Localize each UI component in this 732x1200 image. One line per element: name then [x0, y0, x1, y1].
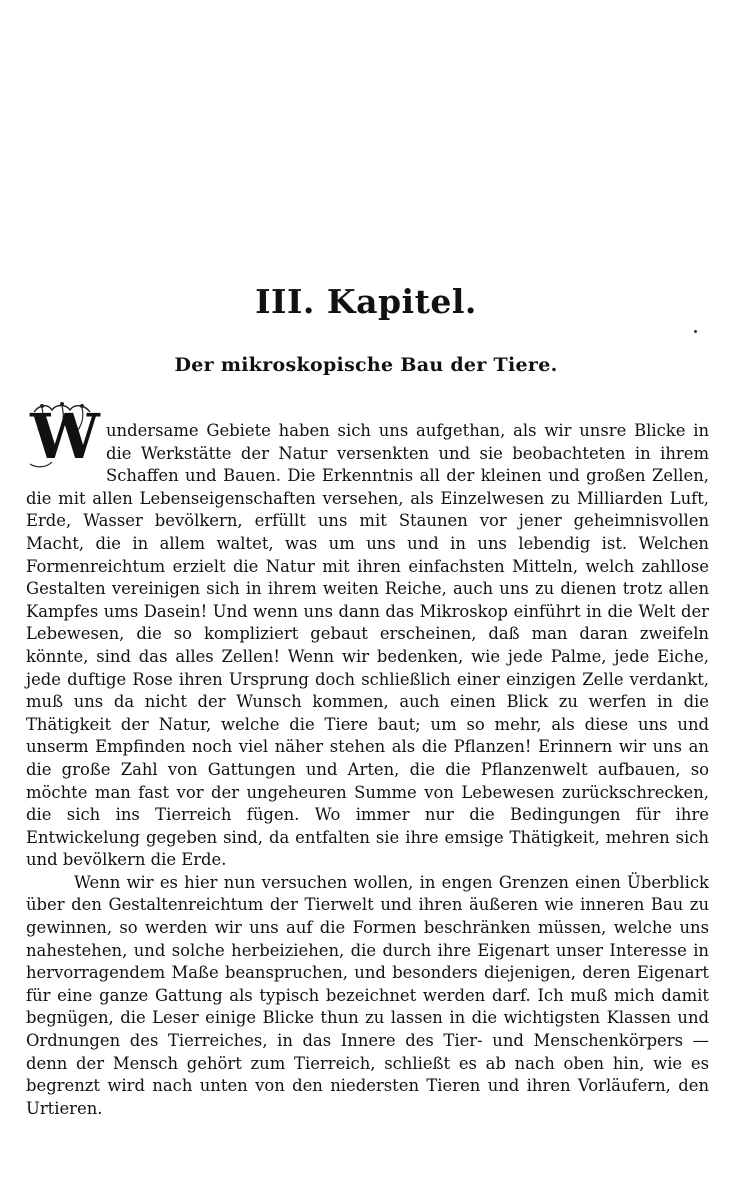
body-text — [26, 400, 709, 1120]
paragraph: Wenn wir es hier nun versuchen wollen, in engen Grenzen einen Überblick über den Gestaltenreichtum der Tierwelt und ihren äußeren wie inneren Bau zu gewinnen, so werden wir uns auf die Formen beschränken müssen, welche uns nahestehen, und solche herbeiziehen, die durch ihre Eigenart unser Interesse in hervorragendem Maße beanspruchen, und besonders diejenigen, deren Eigenart für eine ganze Gattung als typisch bezeichnet werden darf. Ich muß mich damit begnügen, die Leser einige Blicke thun zu lassen in die wichtigsten Klassen und Ordnungen des Tierreiches, in das Innere des Tier- und Menschenkörpers — denn der Mensch gehört zum Tierreich, schließt es ab nach oben hin, wie es begrenzt wird nach unten von den niedersten Tieren und ihren Vorläufern, den Urtieren. — [26, 872, 709, 1118]
paragraph-text: undersame Gebiete haben sich uns aufgethan, als wir unsre Blicke in die Werkstätte der Natur versenkten und sie beobachteten in ihrem Schaffen und Bauen. Die Erkenntnis all der kleinen und großen Zellen, die mit allen Lebenseigenschaften versehen, als Einzelwesen zu Milliarden Luft, Erde, Wasser bevölkern, erfüllt uns mit Staunen vor jener geheimnisvollen Macht, die in allem waltet, was um uns und in uns lebendig ist. Welchen Formenreichtum erzielt die Natur mit ihren einfachsten Mitteln, welch zahllose Gestalten vereinigen sich in ihrem weiten Reiche, auch uns zu dienen trotz allen Kampfes ums Dasein! Und wenn uns dann das Mikroskop einführt in die Welt der Lebewesen, die so kompliziert gebaut erscheinen, daß man daran zweifeln könnte, sind das alles Zellen! Wenn wir bedenken, wie jede Palme, jede Eiche, jede duftige Rose ihren Ursprung doch schließlich einer einzigen Zelle verdankt, muß uns da nicht der Wunsch kommen, auch einen Blick zu werfen in die Thätigkeit der Natur, welche die Tiere baut; um so mehr, als diese uns und unserm Empfinden noch viel näher stehen als die Pflanzen! Erinnern wir uns an die große Zahl von Gattungen und Arten, die die Pflanzenwelt aufbauen, so möchte man fast vor der ungeheuren Summe von Lebewesen zurückschrecken, die sich ins Tierreich fügen. Wo immer nur die Bedingungen für ihre Entwickelung gegeben sind, da entfalten sie ihre emsige Thätigkeit, mehren sich und bevölkern die Erde. — [26, 421, 709, 870]
paragraph — [26, 400, 709, 872]
print-speck — [694, 330, 697, 333]
initial-letter: W — [30, 400, 100, 473]
chapter-title: III. Kapitel. — [255, 282, 477, 321]
ornamental-initial — [26, 402, 100, 472]
section-title: Der mikroskopische Bau der Tiere. — [174, 354, 558, 376]
